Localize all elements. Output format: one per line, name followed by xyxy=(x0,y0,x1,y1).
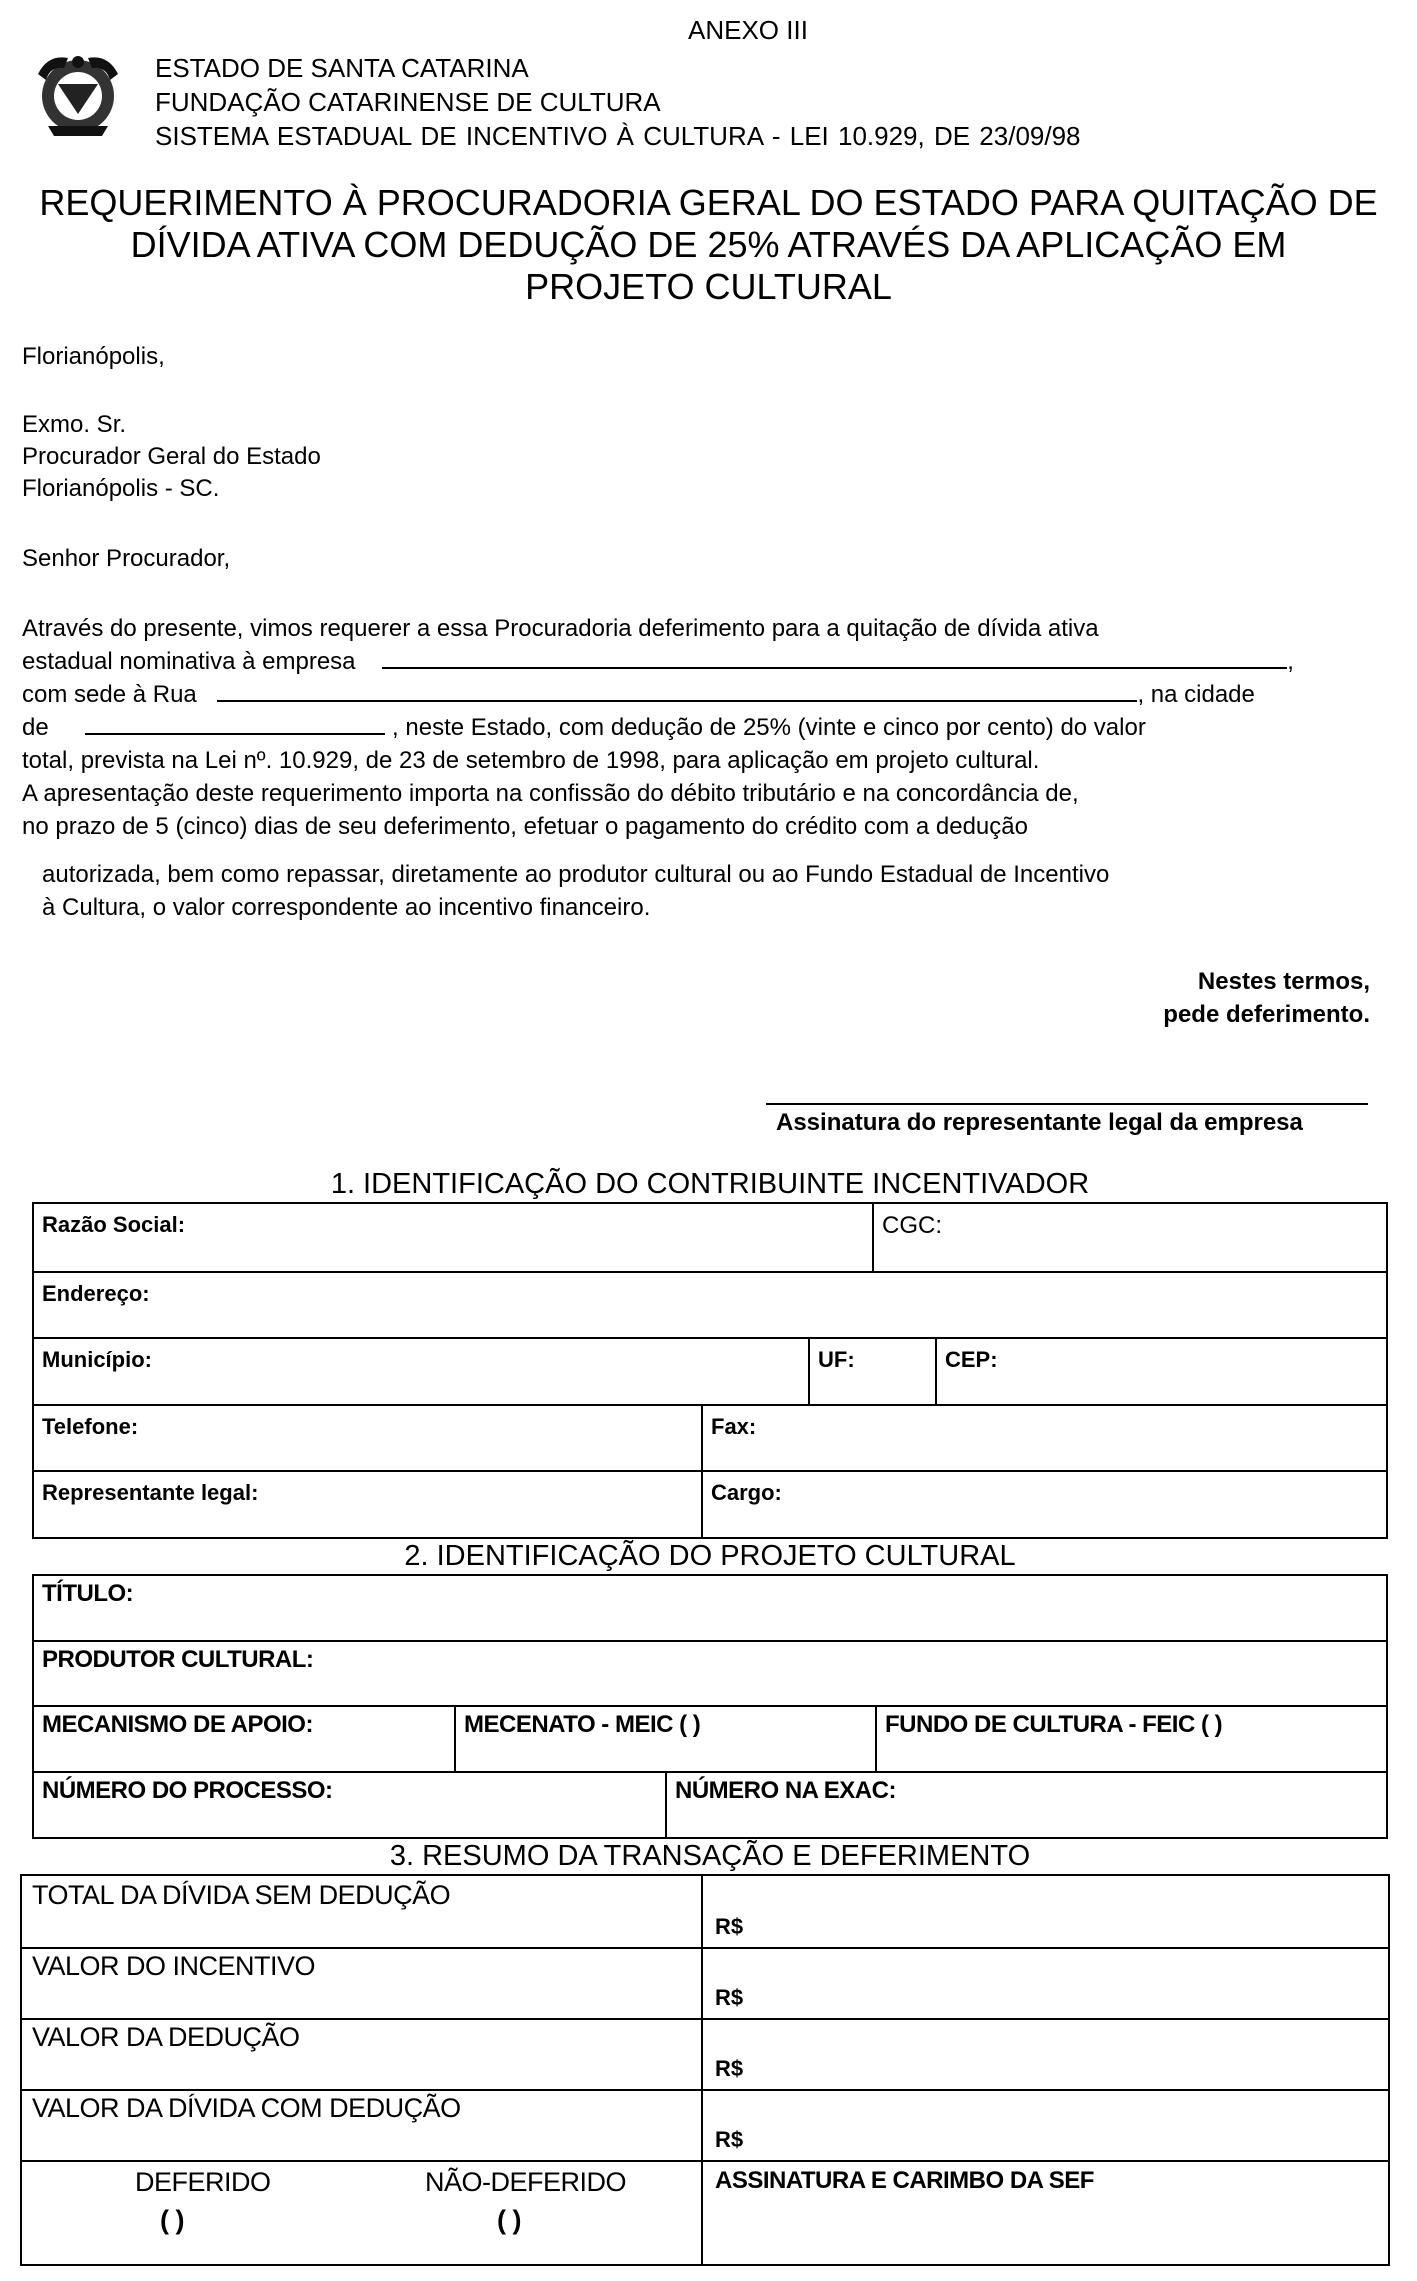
city-de: de xyxy=(22,714,49,741)
title-line-3: PROJETO CULTURAL xyxy=(525,266,892,307)
company-prefix: estadual nominativa à empresa xyxy=(22,648,356,675)
valor-incentivo-value[interactable]: R$ xyxy=(715,1985,744,2010)
city-prefix: , na cidade xyxy=(1137,681,1255,708)
section-2-heading: 2. IDENTIFICAÇÃO DO PROJETO CULTURAL xyxy=(404,1540,1016,1572)
valor-divida-com-deducao-value[interactable]: R$ xyxy=(715,2127,744,2152)
mecanismo-label: MECANISMO DE APOIO: xyxy=(42,1711,313,1738)
signature-line[interactable] xyxy=(766,1103,1368,1105)
valor-deducao-label: VALOR DA DEDUÇÃO xyxy=(32,2022,300,2052)
city-blank[interactable] xyxy=(85,713,385,735)
numero-processo-field[interactable]: NÚMERO DO PROCESSO: xyxy=(42,1777,333,1804)
paragraph-2-line-3: autorizada, bem como repassar, diretamente ao produtor cultural ou ao Fundo Estadual de Incentivo xyxy=(42,861,1110,888)
paragraph-2-line-1: A apresentação deste requerimento importa na confissão do débito tributário e na concordância de, xyxy=(22,780,1079,807)
paragraph-1-line-4-text: , neste Estado, com dedução de 25% (vinte e cinco por cento) do valor xyxy=(392,714,1146,741)
section-1-heading: 1. IDENTIFICAÇÃO DO CONTRIBUINTE INCENTIVADOR xyxy=(330,1168,1090,1200)
fax-field[interactable]: Fax: xyxy=(711,1414,757,1439)
title-line-1: REQUERIMENTO À PROCURADORIA GERAL DO ESTADO PARA QUITAÇÃO DE xyxy=(39,182,1378,223)
deferido-label: DEFERIDO xyxy=(135,2167,271,2197)
fundo-cultura-checkbox[interactable]: FUNDO DE CULTURA - FEIC ( ) xyxy=(885,1711,1223,1738)
section-3-table xyxy=(20,1874,1390,2266)
razao-social-field[interactable]: Razão Social: xyxy=(42,1212,186,1237)
assinatura-sef-field[interactable]: ASSINATURA E CARIMBO DA SEF xyxy=(715,2167,1094,2194)
salutation: Senhor Procurador, xyxy=(22,545,231,572)
uf-field[interactable]: UF: xyxy=(818,1347,855,1372)
cep-field[interactable]: CEP: xyxy=(945,1347,998,1372)
section-3-heading: 3. RESUMO DA TRANSAÇÃO E DEFERIMENTO xyxy=(389,1840,1031,1872)
header-line-3: SISTEMA ESTADUAL DE INCENTIVO À CULTURA - LEI 10.929, DE 23/09/98 xyxy=(155,121,1081,151)
produtor-field[interactable]: PRODUTOR CULTURAL: xyxy=(42,1646,314,1673)
nao-deferido-checkbox[interactable]: ( ) xyxy=(497,2205,521,2235)
titulo-field[interactable]: TÍTULO: xyxy=(42,1580,134,1607)
representante-field[interactable]: Representante legal: xyxy=(42,1480,259,1505)
deferido-checkbox[interactable]: ( ) xyxy=(160,2205,184,2235)
title-line-2: DÍVIDA ATIVA COM DEDUÇÃO DE 25% ATRAVÉS DA APLICAÇÃO EM xyxy=(130,224,1287,265)
signature-caption: Assinatura do representante legal da empresa xyxy=(776,1109,1303,1136)
endereco-field[interactable]: Endereço: xyxy=(42,1281,150,1306)
company-name-blank[interactable] xyxy=(382,647,1287,669)
document-title xyxy=(20,182,1397,308)
nao-deferido-label: NÃO-DEFERIDO xyxy=(425,2167,627,2197)
paragraph-1-line-2: estadual nominativa à empresa , xyxy=(22,648,1294,675)
street-blank[interactable] xyxy=(217,680,1137,702)
mecenato-checkbox[interactable]: MECENATO - MEIC ( ) xyxy=(464,1711,701,1738)
addressee-line-2: Procurador Geral do Estado xyxy=(22,443,321,470)
paragraph-2-line-2: no prazo de 5 (cinco) dias de seu deferimento, efetuar o pagamento do crédito com a dedução xyxy=(22,813,1028,840)
header-line-2: FUNDAÇÃO CATARINENSE DE CULTURA xyxy=(155,87,661,117)
paragraph-1-line-5: total, prevista na Lei nº. 10.929, de 23 de setembro de 1998, para aplicação em projeto cultural. xyxy=(22,747,1040,774)
paragraph-1-line-1: Através do presente, vimos requerer a essa Procuradoria deferimento para a quitação de dívida ativa xyxy=(22,615,1099,642)
addressee-line-3: Florianópolis - SC. xyxy=(22,475,220,502)
numero-exac-field[interactable]: NÚMERO NA EXAC: xyxy=(675,1777,896,1804)
annex-label: ANEXO III xyxy=(688,15,808,45)
closing-line-1: Nestes termos, xyxy=(1197,968,1370,995)
street-prefix: com sede à Rua xyxy=(22,681,197,708)
valor-incentivo-label: VALOR DO INCENTIVO xyxy=(32,1951,316,1981)
addressee-line-1: Exmo. Sr. xyxy=(22,411,127,438)
telefone-field[interactable]: Telefone: xyxy=(42,1414,139,1439)
cgc-field[interactable]: CGC: xyxy=(882,1212,942,1239)
total-divida-label: TOTAL DA DÍVIDA SEM DEDUÇÃO xyxy=(32,1880,451,1910)
state-coat-of-arms-icon xyxy=(28,44,128,144)
municipio-field[interactable]: Município: xyxy=(42,1347,152,1372)
paragraph-1-line-3 xyxy=(22,678,1362,711)
header-line-1: ESTADO DE SANTA CATARINA xyxy=(155,53,529,83)
cargo-field[interactable]: Cargo: xyxy=(711,1480,782,1505)
valor-divida-com-deducao-label: VALOR DA DÍVIDA COM DEDUÇÃO xyxy=(32,2093,461,2123)
paragraph-2-line-4: à Cultura, o valor correspondente ao incentivo financeiro. xyxy=(42,894,651,921)
valor-deducao-value[interactable]: R$ xyxy=(715,2056,744,2081)
paragraph-1-line-4 xyxy=(22,711,1362,744)
closing-line-2: pede deferimento. xyxy=(1163,1001,1370,1028)
total-divida-value[interactable]: R$ xyxy=(715,1914,744,1939)
place-line: Florianópolis, xyxy=(22,343,165,370)
